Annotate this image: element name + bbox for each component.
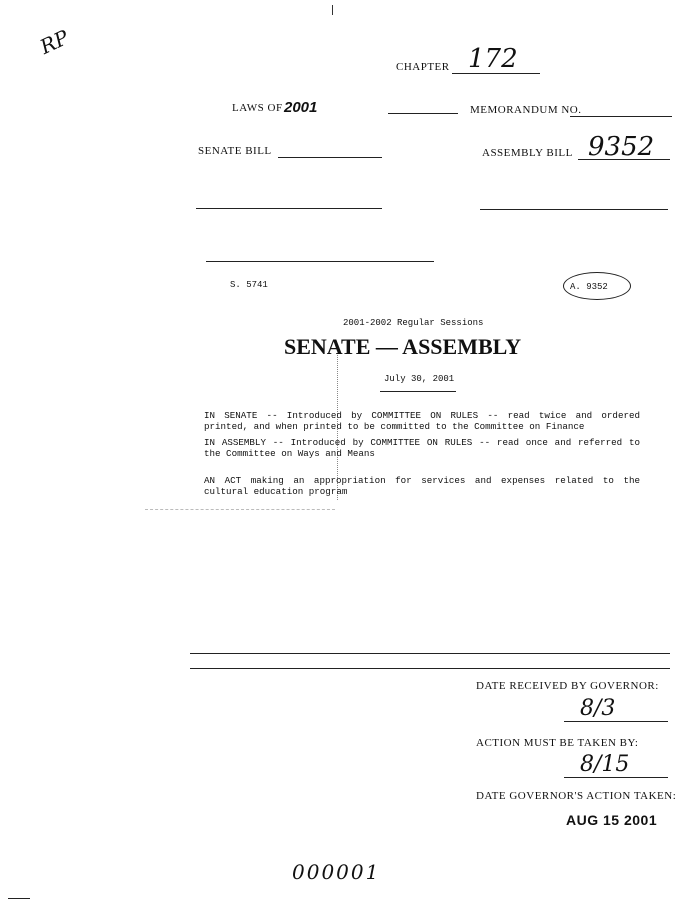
section-rule-bottom bbox=[190, 668, 670, 669]
bill-date: July 30, 2001 bbox=[384, 374, 455, 384]
action-by-value: 8/15 bbox=[580, 752, 630, 777]
scan-mark-bottom bbox=[8, 898, 30, 899]
scan-mark bbox=[332, 5, 333, 15]
laws-underline bbox=[388, 113, 458, 114]
senate-action-text: IN SENATE -- Introduced by COMMITTEE ON RULES -- read twice and ordered printed, and when printed to be committed to the Committee on Finance bbox=[204, 410, 640, 432]
memorandum-underline bbox=[570, 116, 672, 117]
handwritten-initials: RP bbox=[36, 25, 73, 59]
assembly-bill-label: ASSEMBLY BILL bbox=[482, 147, 573, 159]
chapter-underline bbox=[452, 73, 540, 74]
senate-bill-underline bbox=[278, 157, 382, 158]
action-taken-label: DATE GOVERNOR'S ACTION TAKEN: bbox=[476, 790, 677, 802]
act-title-text: AN ACT making an appropriation for services and expenses related to the cultural education program bbox=[204, 475, 640, 497]
action-taken-stamp: AUG 15 2001 bbox=[566, 812, 658, 828]
scan-artifact-line bbox=[145, 509, 335, 510]
assembly-bill-underline bbox=[578, 159, 670, 160]
blank-line-center bbox=[206, 261, 434, 262]
senate-number: S. 5741 bbox=[230, 280, 268, 290]
blank-line-right bbox=[480, 209, 668, 210]
date-received-underline bbox=[564, 721, 668, 722]
page-number: 000001 bbox=[292, 860, 381, 884]
session-label: 2001-2002 Regular Sessions bbox=[343, 318, 484, 328]
senate-bill-label: SENATE BILL bbox=[198, 145, 272, 157]
blank-line-left bbox=[196, 208, 382, 209]
assembly-bill-number: 9352 bbox=[588, 132, 655, 162]
date-received-label: DATE RECEIVED BY GOVERNOR: bbox=[476, 680, 659, 692]
section-rule-top bbox=[190, 653, 670, 654]
memorandum-label: MEMORANDUM NO. bbox=[470, 104, 582, 116]
chapter-number: 172 bbox=[468, 44, 518, 74]
date-received-value: 8/3 bbox=[580, 696, 616, 721]
bill-heading: SENATE — ASSEMBLY bbox=[284, 334, 522, 359]
assembly-number: A. 9352 bbox=[570, 282, 608, 292]
laws-label: LAWS OF bbox=[232, 102, 283, 114]
chapter-label: CHAPTER bbox=[396, 61, 450, 73]
date-rule bbox=[380, 391, 456, 392]
action-by-underline bbox=[564, 777, 668, 778]
assembly-action-text: IN ASSEMBLY -- Introduced by COMMITTEE ON RULES -- read once and referred to the Committee on Ways and Means bbox=[204, 437, 640, 459]
laws-year: 2001 bbox=[284, 99, 318, 116]
action-by-label: ACTION MUST BE TAKEN BY: bbox=[476, 737, 639, 749]
